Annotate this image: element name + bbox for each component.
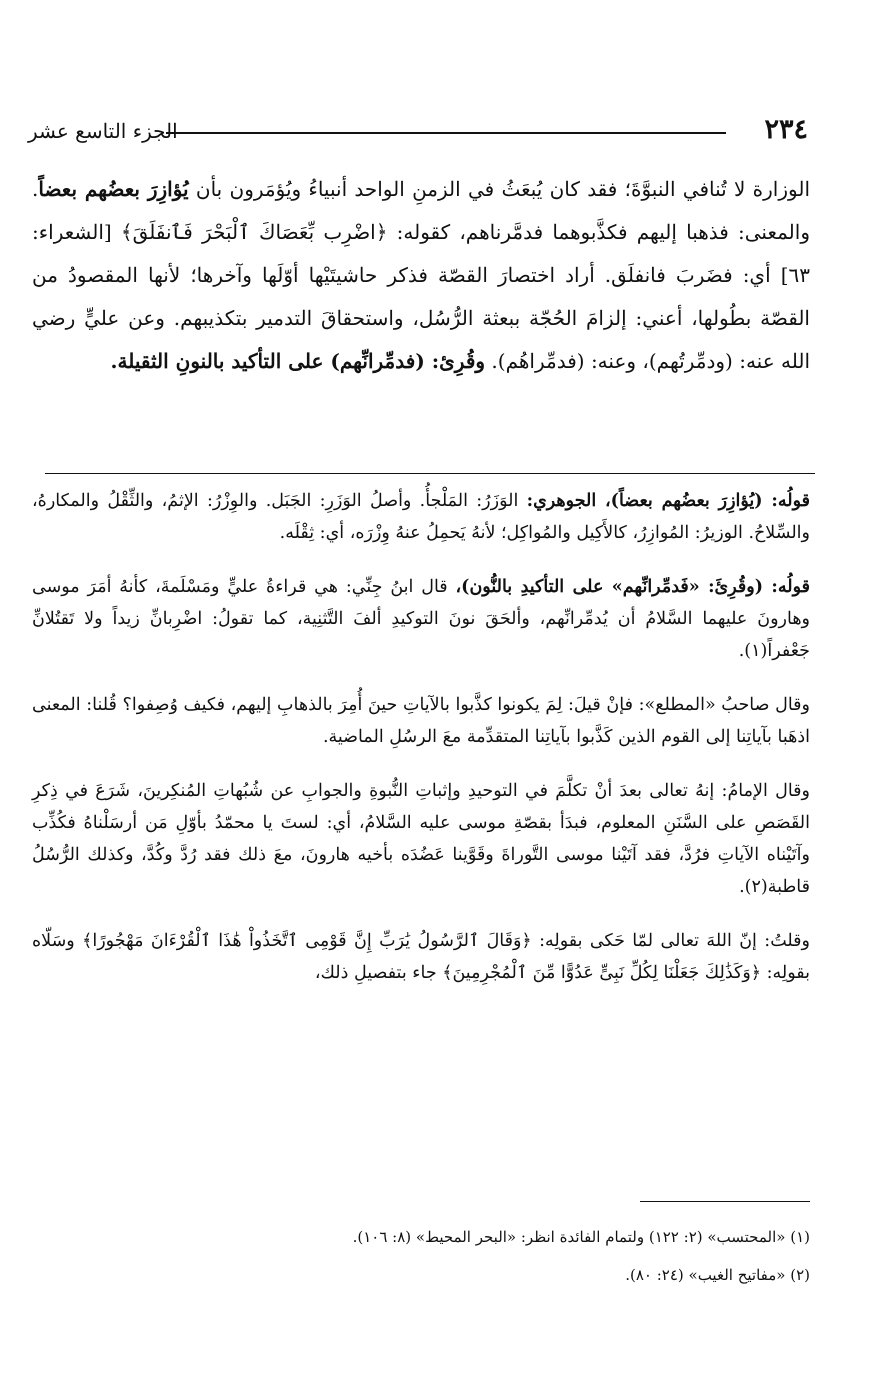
main-text-segment: . والمعنى: فذهبا إليهم فكذَّبوهما فدمَّرناهم، كقوله: ﴿اضْرِب بِّعَصَاكَ ٱلْبَحْرَ فَٱنفَلَقَ﴾ [الشعراء: ٦٣] أي: فضَربَ فانفلَق. أراد اختصارَ القصّة فذكر حاشيتَيْها أوّلَها وآخرها؛ لأنها المقصودُ من القصّة بطُولها، أعني: إلزامَ الحُجّة ببعثة الرُّسُل، واستحقاقَ التدمير بتكذيبهم. وعن عليٍّ رضي الله عنه: (ودمِّرتُهم)، وعنه: (فدمِّراهُم). <box>32 177 810 373</box>
commentary-paragraph <box>32 925 810 989</box>
main-bold-reading: وقُرِئ: (فدمِّرانِّهم) على التأكيد بالنونِ الثقيلة. <box>110 349 486 373</box>
main-paragraph <box>32 168 810 383</box>
commentary-text: وقال الإمامُ: إنهُ تعالى بعدَ أنْ تكلَّمَ في التوحيدِ وإثباتِ النُّبوةِ والجوابِ عن شُبُهاتِ المُنكِرينَ، شَرَعَ في ذِكرِ القَصَصِ على السَّنَنِ المعلوم، فبدَأ بقصّةِ موسى عليه السَّلامُ، أي: لستَ يا محمّدُ بأوّلِ مَن أرسَلْناهُ فكُذِّب وآتَيْناه الآياتِ فرُدَّ، فقد آتَيْنا موسى التَّوراةَ وقَوَّينا عَضُدَه بأخيه هارونَ، معَ ذلك فقد رُدَّ وكُدَّ، وكذلك الرُّسُلُ قاطبة(٢). <box>32 781 810 897</box>
header-rule <box>166 132 726 134</box>
commentary-paragraph <box>32 689 810 753</box>
commentary-text: وقال صاحبُ «المطلع»: فإنْ قيلَ: لِمَ يكونوا كذَّبوا بالآياتِ حينَ أُمِرَ بالذهابِ إليهم، فكيف وُصِفوا؟ قُلنا: المعنى اذهَبا بآياتِنا إلى القوم الذين كَذَّبوا بآياتِنا المتقدِّمة معَ الرسُلِ الماضية. <box>32 695 810 747</box>
commentary-paragraph <box>32 485 810 549</box>
main-bold-phrase: يُؤازِرَ بعضُهم بعضاً <box>38 177 189 201</box>
commentary-paragraph <box>32 775 810 903</box>
page-header <box>28 112 808 152</box>
commentary-paragraph <box>32 571 810 667</box>
footnote-2: (٢) «مفاتيح الغيب» (٢٤: ٨٠). <box>625 1266 810 1284</box>
commentary-text: قال ابنُ جِنِّي: هي قراءةُ عليٍّ ومَسْلَمةَ، كأنهُ أمَرَ موسى وهارونَ عليهما السَّلامُ أن يُدمِّرانِّهم، وألحَقَ نونَ التوكيدِ ألفَ التَّثنِية، كما تقولُ: اضْرِبانِّ زيداً ولا تَقتُلانِّ جَعْفراً(١). <box>32 577 810 661</box>
footnote-rule <box>640 1201 810 1202</box>
main-text-segment: الوزارة لا تُنافي النبوَّةَ؛ فقد كان يُبعَثُ في الزمنِ الواحد أنبياءُ ويُؤمَرون بأن <box>188 177 810 201</box>
commentary-text: وقلتُ: إنّ اللهَ تعالى لمّا حَكى بقولِه: ﴿وَقَالَ ٱلرَّسُولُ يَٰرَبِّ إِنَّ قَوْمِى ٱتَّخَذُواْ هَٰذَا ٱلْقُرْءَانَ مَهْجُورًا﴾ وسَلّاه بقولِه: ﴿وَكَذَٰلِكَ جَعَلْنَا لِكُلِّ نَبِىٍّ عَدُوًّا مِّنَ ٱلْمُجْرِمِينَ﴾ جاء بتفصيلِ ذلك، <box>32 931 810 983</box>
footnote-1: (١) «المحتسب» (٢: ١٢٢) ولتمام الفائدة انظر: «البحر المحيط» (٨: ١٠٦). <box>352 1228 810 1246</box>
page-number: ٢٣٤ <box>764 114 808 145</box>
commentary-text: الوَزَرُ: المَلْجأُ. وأصلُ الوَزَرِ: الجَبَل. والوِزْرُ: الإثمُ، والثِّقْلُ والمكارهُ، والسِّلاحُ. الوزيرُ: المُوازِرُ، كالأَكِيل والمُواكِل؛ لأنهُ يَحمِلُ عنهُ وِزْرَه، أي: ثِقْلَه. <box>32 491 810 543</box>
commentary <box>32 485 810 1011</box>
commentary-lead: قولُه: (وقُرِئَ: «فَدمِّرانِّهم» على التأكيدِ بالنُّون)، <box>455 577 810 597</box>
commentary-lead: قولُه: (يُؤازِرَ بعضُهم بعضاً)، الجوهري: <box>526 491 810 511</box>
commentary-divider <box>45 473 815 474</box>
running-head: الجزء التاسع عشر <box>28 119 178 143</box>
footnotes <box>32 1218 810 1294</box>
main-text <box>32 168 810 383</box>
